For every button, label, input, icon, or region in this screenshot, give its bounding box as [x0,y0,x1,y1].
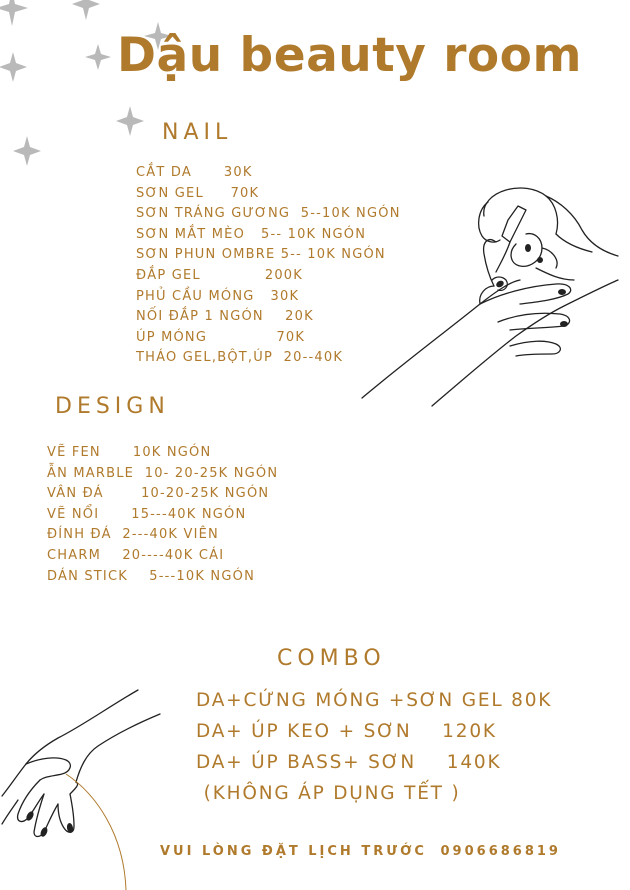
sparkle-icon [72,0,100,20]
combo-item: DA+CỨNG MÓNG +SƠN GEL 80K [196,690,553,711]
design-price-list [47,443,278,587]
nail-heading: NAIL [162,120,233,145]
phone-number[interactable]: 0906686819 [440,844,561,859]
footer [160,844,561,859]
hand-line-art-icon [0,684,165,890]
nail-item: CẮT DA 30K [136,165,253,180]
sparkle-icon [116,106,144,136]
design-item: VẼ NỔI 15---40K NGÓN [47,506,247,522]
page-title: Dậu beauty room [117,28,582,83]
sparkle-icon [13,136,41,166]
design-item: VẼ FEN 10K NGÓN [47,445,212,460]
sparkle-icon [0,0,28,26]
nail-item: SƠN PHUN OMBRE 5-- 10K NGÓN [136,247,386,263]
nail-item: ĐẮP GEL 200K [136,267,303,283]
design-heading: DESIGN [55,394,170,419]
nail-item: THÁO GEL,BỘT,ÚP 20--40K [136,350,344,366]
nail-item: ÚP MÓNG 70K [136,329,306,345]
sparkle-icon [0,52,27,82]
design-item: CHARM 20----40K CÁI [47,547,225,563]
booking-note: VUI LÒNG ĐẶT LỊCH TRƯỚC [160,844,427,859]
design-item: ẪN MARBLE 10- 20-25K NGÓN [47,465,279,481]
design-item: VÂN ĐÁ 10-20-25K NGÓN [47,486,270,502]
combo-item: DA+ ÚP KEO + SƠN 120K [196,721,497,742]
combo-list [196,685,552,809]
nail-item: PHỦ CẦU MÓNG 30K [136,288,300,304]
nail-item: NỐI ĐẮP 1 NGÓN 20K [136,309,314,325]
design-item: ĐÍNH ĐÁ 2---40K VIÊN [47,527,219,543]
combo-heading: COMBO [277,646,386,671]
design-item: DÁN STICK 5---10K NGÓN [47,568,255,584]
combo-note: (KHÔNG ÁP DỤNG TẾT ) [196,783,461,804]
nail-item: SƠN GEL 70K [136,185,260,201]
nail-item: SƠN TRÁNG GƯƠNG 5--10K NGÓN [136,206,401,222]
sparkle-icon [85,44,111,70]
hands-line-art-icon [360,176,620,408]
nail-item: SƠN MẮT MÈO 5-- 10K NGÓN [136,226,367,242]
combo-item: DA+ ÚP BASS+ SƠN 140K [196,752,502,773]
